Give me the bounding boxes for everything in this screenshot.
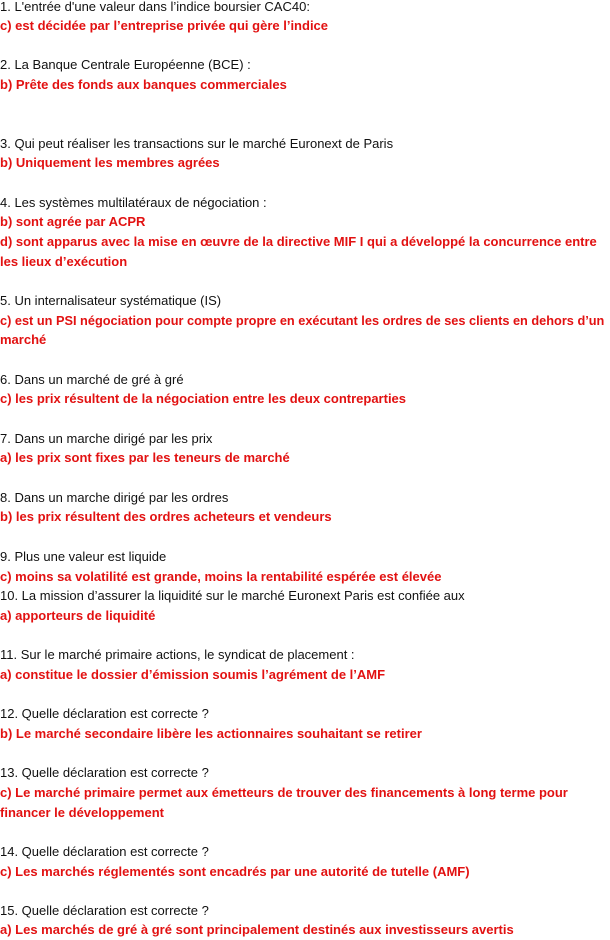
answer-4d-cont: les lieux d’exécution [0, 254, 128, 269]
answer-4b: b) sont agrée par ACPR [0, 214, 146, 229]
answer-14: c) Les marchés réglementés sont encadrés par une autorité de tutelle (AMF) [0, 864, 470, 879]
question-4: 4. Les systèmes multilatéraux de négociation : [0, 195, 267, 210]
answer-5-cont: marché [0, 332, 47, 347]
question-3: 3. Qui peut réaliser les transactions sur le marché Euronext de Paris [0, 136, 394, 151]
question-11: 11. Sur le marché primaire actions, le syndicat de placement : [0, 647, 355, 662]
question-9: 9. Plus une valeur est liquide [0, 549, 167, 564]
answer-7: a) les prix sont fixes par les teneurs de marché [0, 450, 290, 465]
question-14: 14. Quelle déclaration est correcte ? [0, 844, 209, 859]
answer-8: b) les prix résultent des ordres acheteurs et vendeurs [0, 509, 332, 524]
question-1: 1. L'entrée d'une valeur dans l’indice boursier CAC40: [0, 0, 310, 14]
answer-12: b) Le marché secondaire libère les actionnaires souhaitant se retirer [0, 726, 422, 741]
answer-3: b) Uniquement les membres agrées [0, 155, 220, 170]
answer-10: a) apporteurs de liquidité [0, 608, 156, 623]
answer-13: c) Le marché primaire permet aux émetteurs de trouver des financements à long terme pour [0, 785, 568, 800]
answer-13-cont: financer le développement [0, 805, 164, 820]
answer-1: c) est décidée par l’entreprise privée qui gère l’indice [0, 18, 329, 33]
answer-11: a) constitue le dossier d’émission soumis l’agrément de l’AMF [0, 667, 386, 682]
question-8: 8. Dans un marche dirigé par les ordres [0, 490, 229, 505]
question-13: 13. Quelle déclaration est correcte ? [0, 765, 209, 780]
question-7: 7. Dans un marche dirigé par les prix [0, 431, 213, 446]
answer-2: b) Prête des fonds aux banques commerciales [0, 77, 287, 92]
question-5: 5. Un internalisateur systématique (IS) [0, 293, 222, 308]
question-12: 12. Quelle déclaration est correcte ? [0, 706, 209, 721]
question-2: 2. La Banque Centrale Européenne (BCE) : [0, 57, 251, 72]
answer-5: c) est un PSI négociation pour compte propre en exécutant les ordres de ses clients en dehors d’un [0, 313, 605, 328]
answer-15: a) Les marchés de gré à gré sont principalement destinés aux investisseurs avertis [0, 922, 514, 937]
answer-4d: d) sont apparus avec la mise en œuvre de la directive MIF I qui a développé la concurrence entre [0, 234, 597, 249]
answer-6: c) les prix résultent de la négociation entre les deux contreparties [0, 391, 407, 406]
question-15: 15. Quelle déclaration est correcte ? [0, 903, 209, 918]
answer-9: c) moins sa volatilité est grande, moins la rentabilité espérée est élevée [0, 569, 442, 584]
question-6: 6. Dans un marché de gré à gré [0, 372, 184, 387]
question-10: 10. La mission d’assurer la liquidité sur le marché Euronext Paris est confiée aux [0, 588, 465, 603]
